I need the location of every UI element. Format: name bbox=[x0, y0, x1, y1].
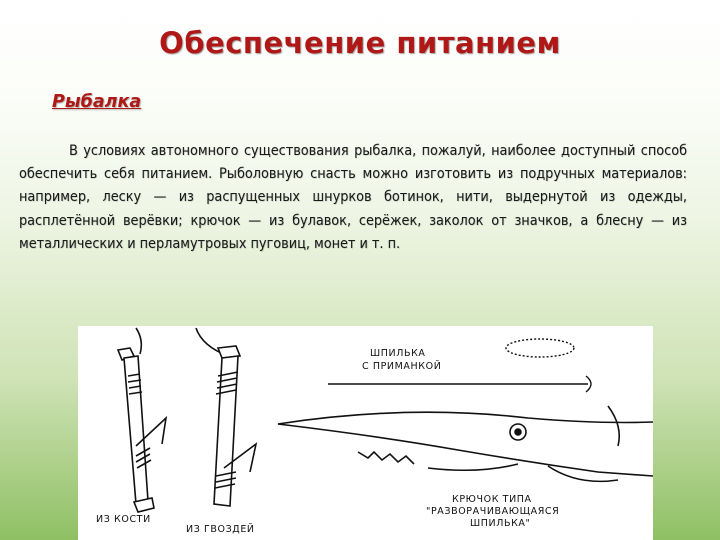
caption-line2: "РАЗВОРАЧИВАЮЩАЯСЯ bbox=[426, 506, 560, 517]
nail-hook-drawing bbox=[196, 328, 256, 506]
fishing-hooks-illustration bbox=[78, 326, 653, 540]
pin-bait-label-line1: ШПИЛЬКА bbox=[370, 348, 426, 359]
caption-line3: ШПИЛЬКА" bbox=[470, 518, 531, 529]
pike-fish-drawing bbox=[278, 406, 653, 481]
body-paragraph: В условиях автономного существования рыбалка, пожалуй, наиболее доступный способ обеспечить себя питанием. Рыболовную снасть можно изготовить из подручных материалов: например, леску — из распущенных шнурков ботинок, нити, выдернутой из одежды, расплетённой верёвки; крючок — из булавок, серёжек, заколок от значков, а блесну — из металлических и перламутровых пуговиц, монет и т. п. bbox=[19, 143, 687, 252]
slide-subtitle: Рыбалка bbox=[52, 92, 142, 112]
bone-hook-drawing bbox=[118, 328, 166, 512]
nail-hook-label: ИЗ ГВОЗДЕЙ bbox=[186, 524, 255, 535]
slide-title: Обеспечение питанием bbox=[159, 26, 561, 60]
caption-line1: КРЮЧОК ТИПА bbox=[452, 494, 532, 505]
bone-hook-label: ИЗ КОСТИ bbox=[96, 514, 151, 525]
pin-bait-label-line2: С ПРИМАНКОЙ bbox=[362, 361, 442, 372]
